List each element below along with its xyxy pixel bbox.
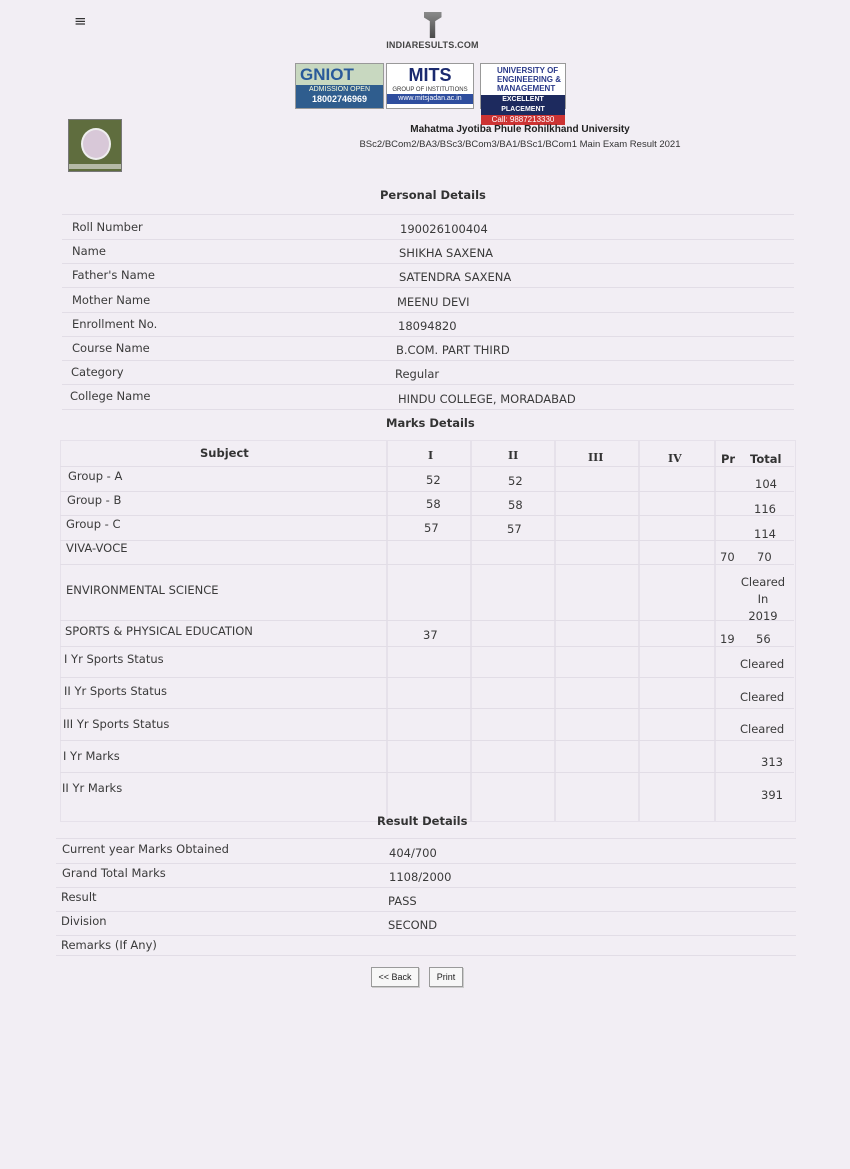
mother-name-value: MEENU DEVI [397, 295, 470, 309]
ad-banner-uem[interactable] [480, 63, 566, 124]
subject-ii-yr-marks: II Yr Marks [62, 781, 123, 795]
iii-yr-sports-status-value: Cleared [740, 722, 785, 736]
category-value: Regular [395, 367, 440, 381]
col-header-iii: III [588, 451, 604, 464]
ad-title: MITS [408, 65, 452, 85]
indiaresults-logo[interactable] [385, 12, 480, 50]
group-a-ii: 52 [508, 474, 523, 488]
hamburger-menu-icon[interactable]: ≡ [74, 12, 87, 30]
col-header-subject: Subject [200, 446, 249, 460]
ad-phone: Call: 9887213330 [481, 115, 565, 125]
name-value: SHIKHA SAXENA [399, 246, 494, 260]
exam-title: BSc2/BCom2/BA3/BSc3/BCom3/BA1/BSc1/BCom1 Main Exam Result 2021 [359, 139, 681, 150]
ii-yr-marks-value: 391 [761, 788, 783, 802]
sports-i: 37 [423, 628, 438, 642]
result-value: PASS [388, 894, 417, 908]
enrollment-value: 18094820 [398, 319, 457, 333]
grand-total-label: Grand Total Marks [62, 866, 166, 880]
site-logo-text: INDIARESULTS.COM [386, 40, 479, 50]
i-yr-sports-status-value: Cleared [740, 657, 785, 671]
enrollment-label: Enrollment No. [72, 317, 158, 331]
ad-banner-gniot[interactable] [295, 63, 384, 109]
name-label: Name [72, 244, 106, 258]
col-header-i: I [428, 449, 434, 462]
mother-name-label: Mother Name [72, 293, 151, 307]
group-a-i: 52 [426, 473, 441, 487]
group-b-total: 116 [754, 502, 776, 516]
group-a-total: 104 [755, 477, 777, 491]
subject-i-yr-marks: I Yr Marks [63, 749, 120, 763]
sports-total: 56 [756, 632, 771, 646]
grand-total-value: 1108/2000 [389, 870, 452, 884]
remarks-label: Remarks (If Any) [61, 938, 157, 952]
env-science-total: Cleared In 2019 [740, 575, 786, 623]
group-c-i: 57 [424, 521, 439, 535]
subject-viva-voce: VIVA-VOCE [66, 541, 128, 555]
ad-subtitle: GROUP OF INSTITUTIONS [392, 87, 468, 93]
course-name-value: B.COM. PART THIRD [396, 343, 510, 357]
subject-group-b: Group - B [67, 493, 122, 507]
print-button[interactable]: Print [429, 967, 463, 987]
col-header-total: Total [750, 452, 782, 466]
viva-total: 70 [757, 550, 772, 564]
personal-details-heading: Personal Details [380, 188, 486, 202]
marks-details-heading: Marks Details [386, 416, 475, 430]
col-header-ii: II [508, 449, 519, 462]
result-details-heading: Result Details [377, 814, 468, 828]
col-header-pr: Pr [721, 452, 736, 466]
ad-subtitle: ADMISSION OPEN [308, 86, 371, 93]
back-button[interactable]: << Back [371, 967, 419, 987]
group-b-ii: 58 [508, 498, 523, 512]
group-b-i: 58 [426, 497, 441, 511]
college-name-label: College Name [70, 389, 151, 403]
subject-environmental-science: ENVIRONMENTAL SCIENCE [66, 583, 219, 597]
roll-number-value: 190026100404 [400, 222, 488, 236]
current-year-marks-label: Current year Marks Obtained [62, 842, 229, 856]
division-label: Division [61, 914, 107, 928]
ad-title: GNIOT [296, 64, 383, 85]
course-name-label: Course Name [72, 341, 150, 355]
col-header-iv: IV [668, 452, 682, 465]
result-label: Result [61, 890, 97, 904]
subject-iii-yr-sports-status: III Yr Sports Status [63, 717, 170, 731]
subject-sports-physical-education: SPORTS & PHYSICAL EDUCATION [65, 624, 253, 638]
ii-yr-sports-status-value: Cleared [740, 690, 785, 704]
ad-subtitle: EXCELLENT PLACEMENT [481, 95, 565, 115]
university-name: Mahatma Jyotiba Phule Rohilkhand University [410, 124, 630, 135]
college-name-value: HINDU COLLEGE, MORADABAD [398, 392, 576, 406]
group-c-total: 114 [754, 527, 776, 541]
category-label: Category [71, 365, 124, 379]
subject-i-yr-sports-status: I Yr Sports Status [64, 652, 164, 666]
father-name-label: Father's Name [72, 268, 155, 282]
university-emblem-icon [68, 119, 122, 172]
ad-phone: 18002746969 [311, 94, 368, 104]
division-value: SECOND [388, 918, 438, 932]
ad-title: UNIVERSITY OF ENGINEERING & MANAGEMENT [497, 66, 562, 93]
indiaresults-logo-mark [424, 12, 442, 38]
roll-number-label: Roll Number [72, 220, 143, 234]
subject-group-a: Group - A [68, 469, 123, 483]
father-name-value: SATENDRA SAXENA [399, 270, 512, 284]
subject-ii-yr-sports-status: II Yr Sports Status [64, 684, 168, 698]
current-year-marks-value: 404/700 [389, 846, 437, 860]
subject-group-c: Group - C [66, 517, 121, 531]
sports-pr: 19 [720, 632, 735, 646]
ad-phone: www.mitsjadan.ac.in [387, 94, 473, 104]
ad-banner-mits[interactable] [386, 63, 474, 109]
group-c-ii: 57 [507, 522, 522, 536]
viva-pr: 70 [720, 550, 735, 564]
i-yr-marks-value: 313 [761, 755, 783, 769]
